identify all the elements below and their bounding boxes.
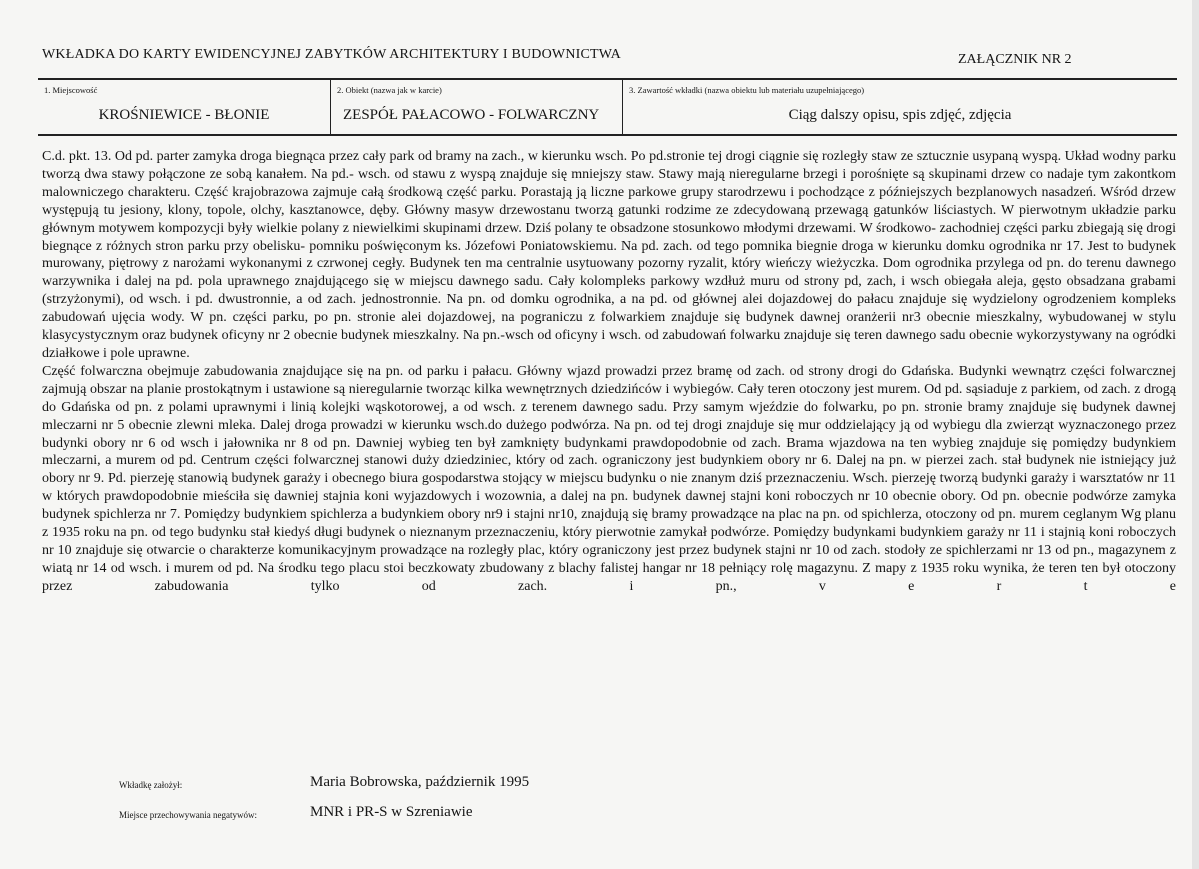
document-title: WKŁADKA DO KARTY EWIDENCYJNEJ ZABYTKÓW ARCHITEKTURY I BUDOWNICTWA [42, 47, 621, 62]
field-insert-content [622, 80, 1177, 134]
description-text [42, 148, 1176, 596]
negatives-storage-label: Miejsce przechowywania negatywów: [119, 810, 257, 820]
description-paragraph-farm [42, 363, 1176, 596]
annex-number: ZAŁĄCZNIK NR 2 [958, 52, 1072, 67]
field-locality-label: 1. Miejscowość [44, 85, 98, 95]
founder-value: Maria Bobrowska, październik 1995 [310, 774, 530, 790]
verte-note: v e r t e [818, 578, 1176, 594]
description-paragraph-farm-text: Część folwarczna obejmuje zabudowania znajdujące się na pn. od parku i pałacu. Główny wjazd prowadzi przez bramę od zach. od strony drogi do Gdańska. Budynki wewnątrz części folwarcznej zajmują obszar na planie prostokątnym i ustawione są nieregularnie tworząc kilka wewnętrznych dziedzińców i wybiegów. Cały teren otoczony jest murem. Od pd. sąsiaduje z parkiem, od zach. z drogą do Gdańska od pn. z polami uprawnymi i linią kolejki wąskotorowej, a od wsch. z terenem dawnego sadu. Przy samym wjeździe do folwarku, po pn. stronie bramy znajduje się budynek dawnej mleczarni nr 5 obecnie zlewni mleka. Dalej droga prowadzi w kierunku wsch.do dużego podwórza. Na pn. od tej drogi znajduje się mur oddzielający ją od wybiegu dla zwierząt wyznaczonego przez budynki obory nr 6 od wsch i jałownika nr 8 od pn. Dawniej wybieg ten był zamknięty budynkami prawdopodobnie od zach. Brama wjazdowa na ten wybieg znajduje się pomiędzy budynkiem mleczarni, a murem od pd. Centrum części folwarcznej stanowi duży dziedziniec, który od zach. ograniczony jest budynkiem obory nr 6. Dalej na pn. w pierzei zach. stał budynek nie istniejący już obory nr 9. Pd. pierzeję stanowią budynek garaży i obecnego biura gospodarstwa stojący w miejscu budynku o nie znanym dziś przeznaczeniu. Wsch. pierzeję tworzą budynki garaży i warsztatów nr 11 w których prawdopodobnie mieściła się dawniej stajnia koni wyjazdowych i wozownia, a dalej na pn. budynek dawnej stajni koni roboczych nr 10 obecnie obory. Od pn. obecnie podwórze zamyka budynek spichlerza nr 7. Pomiędzy budynkiem spichlerza a budynkiem obory nr9 i stajni nr10, znajdują się bramy prowadzące na plac na pn. od spichlerza, otoczony od pn. murem ceglanym Wg planu z 1935 roku na pn. od tego budynku stał kiedyś długi budynek o nieznanym przeznaczeniu, który pierwotnie zamykał podwórze. Pomiędzy budynkami budynkiem garaży nr 11 i stajnią koni roboczych nr 10 znajduje się otwarcie o charakterze komunikacyjnym prowadzące na rozległy plac, który ograniczony jest przez budynek stajni nr 10 od zach. stodoły ze spichlerzami nr 13 od pn., magazynem z wiatą nr 14 od wsch. i murem od pd. Na środku tego placu stoi beczkowaty zbudowany z blachy falistej hangar nr 18 pełniący rolę magazynu. Z mapy z 1935 roku wynika, że teren ten był otoczony przez zabudowania tylko od zach. i pn., [42, 363, 1176, 594]
field-locality [38, 80, 330, 134]
header-fields-table [38, 78, 1177, 136]
founder-label: Wkładkę założył: [119, 780, 183, 790]
field-insert-content-label: 3. Zawartość wkładki (nazwa obiektu lub materiału uzupełniającego) [629, 85, 865, 95]
field-object-label: 2. Obiekt (nazwa jak w karcie) [337, 85, 442, 95]
description-paragraph-park: C.d. pkt. 13. Od pd. parter zamyka droga biegnąca przez cały park od bramy na zach., w kierunku wsch. Po pd.stronie tej drogi ciągnie się rozległy staw ze sztucznie usypaną wyspą. Układ wodny parku tworzą dwa stawy połączone ze sobą kanałem. Na pd.- wsch. od stawu z wyspą znajduje się mniejszy staw. Stawy mają nieregularne brzegi i porośnięte są skupinami drzew co nadaje tym zakontkom malowniczego charakteru. Część krajobrazowa zajmuje całą środkową część parku. Porastają ją liczne parkowe grupy starodrzewu i pochodzące z późniejszych bezplanowych nasadzeń. Wśród drzew występują tu jesiony, klony, topole, olchy, kasztanowce, dęby. Główny masyw drzewostanu tworzą gatunki rodzime ze zdecydowaną przewagą gatunków liściastych. W pierwotnym układzie parku głównym motywem kompozycji były wielkie polany z niewielkimi skupinami drzew. Dziś polany te obsadzone stosunkowo młodymi drzewami. W środkowo- zachodniej części parku zbiegają się drogi biegnące z różnych stron parku przy obelisku- pomniku poświęconym ks. Józefowi Poniatowskiemu. Na pd. zach. od tego pomnika biegnie droga w kierunku domku ogrodnika nr 17. Jest to budynek murowany, piętrowy z narożami wykonanymi z czrwonej cegły. Budynek ten ma centralnie usytuowany pozorny ryzalit, który wieńczy wieżyczka. Dom ogrodnika przylega od pn. do terenu dawnego warzywnika i dalej na pd. pola uprawnego znajdującego się w miejscu dawnego sadu. Cały kolompleks parkowy wzdłuż muru od strony pd, zach, i wsch obiegała aleja, gęsto obsadzana grabami (strzyżonymi), od wsch. i pd. dwustronnie, a od zach. jednostronnie. Na pn. od domku ogrodnika, a na pd. od głównej alei dojazdowej do pałacu znajduje się wydzielony ogrodzeniem kompleks zabudowań ujęcia wody. W pn. części parku, po pn. stronie alei dojazdowej, na pograniczu z folwarkiem znajduje się budynek dawnej oranżerii nr3 obecnie mieszkalny, wybudowanej w stylu klasycystycznym oraz budynek oficyny nr 2 obecnie budynek mieszkalny. Na pn.-wsch od oficyny i wsch. od zabudowań folwarku znajduje się teren dawnego sadu obecnie wykorzystywany na ogródki działkowe i pole uprawne. [42, 149, 1176, 361]
field-locality-value: KROŚNIEWICE - BŁONIE [98, 107, 270, 123]
field-insert-content-value: Ciąg dalszy opisu, spis zdjęć, zdjęcia [788, 107, 1012, 123]
scan-edge [1192, 0, 1199, 869]
negatives-storage-value: MNR i PR-S w Szreniawie [310, 804, 473, 820]
field-object-value: ZESPÓŁ PAŁACOWO - FOLWARCZNY [343, 107, 600, 123]
field-object [330, 80, 622, 134]
